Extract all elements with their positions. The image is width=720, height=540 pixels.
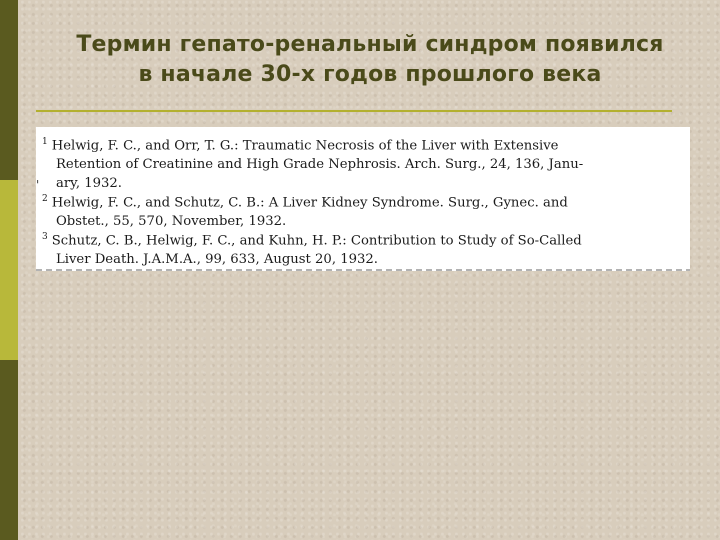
left-accent-bar [0,0,18,540]
reference-line [42,133,682,155]
reference-line [42,190,682,212]
reference-item [42,228,682,269]
reference-number: 3 [42,232,48,242]
reference-line: Obstet., 55, 570, November, 1932. [56,214,287,230]
scanned-references-image [36,127,690,271]
stray-mark: ' [36,178,40,192]
reference-text: Helwig, F. C., and Schutz, C. B.: A Liver Kidney Syndrome. Surg., Gynec. and [51,195,568,211]
reference-number: 1 [42,137,48,147]
reference-text: Schutz, C. B., Helwig, F. C., and Kuhn, H. P.: Contribution to Study of So-Called [51,233,582,249]
slide-title-line-1: Термин гепато-ренальный синдром появился [76,32,664,57]
reference-text: Helwig, F. C., and Orr, T. G.: Traumatic Necrosis of the Liver with Extensive [51,138,559,154]
reference-line: ary, 1932. [56,176,123,192]
accent-bar-dark-segment [0,360,18,540]
reference-line [42,228,682,250]
reference-line: Retention of Creatinine and High Grade Nephrosis. Arch. Surg., 24, 136, Janu- [56,157,584,173]
title-divider [36,110,672,112]
slide-title-line-2: в начале 30-х годов прошлого века [138,62,602,87]
reference-number: 2 [42,194,48,204]
reference-item [42,133,682,193]
reference-item [42,190,682,231]
cropped-text-edge [36,269,690,271]
accent-bar-dark-segment [0,0,18,180]
reference-line: Liver Death. J.A.M.A., 99, 633, August 20, 1932. [56,252,378,268]
slide-title [40,30,700,90]
accent-bar-light-segment [0,180,18,360]
